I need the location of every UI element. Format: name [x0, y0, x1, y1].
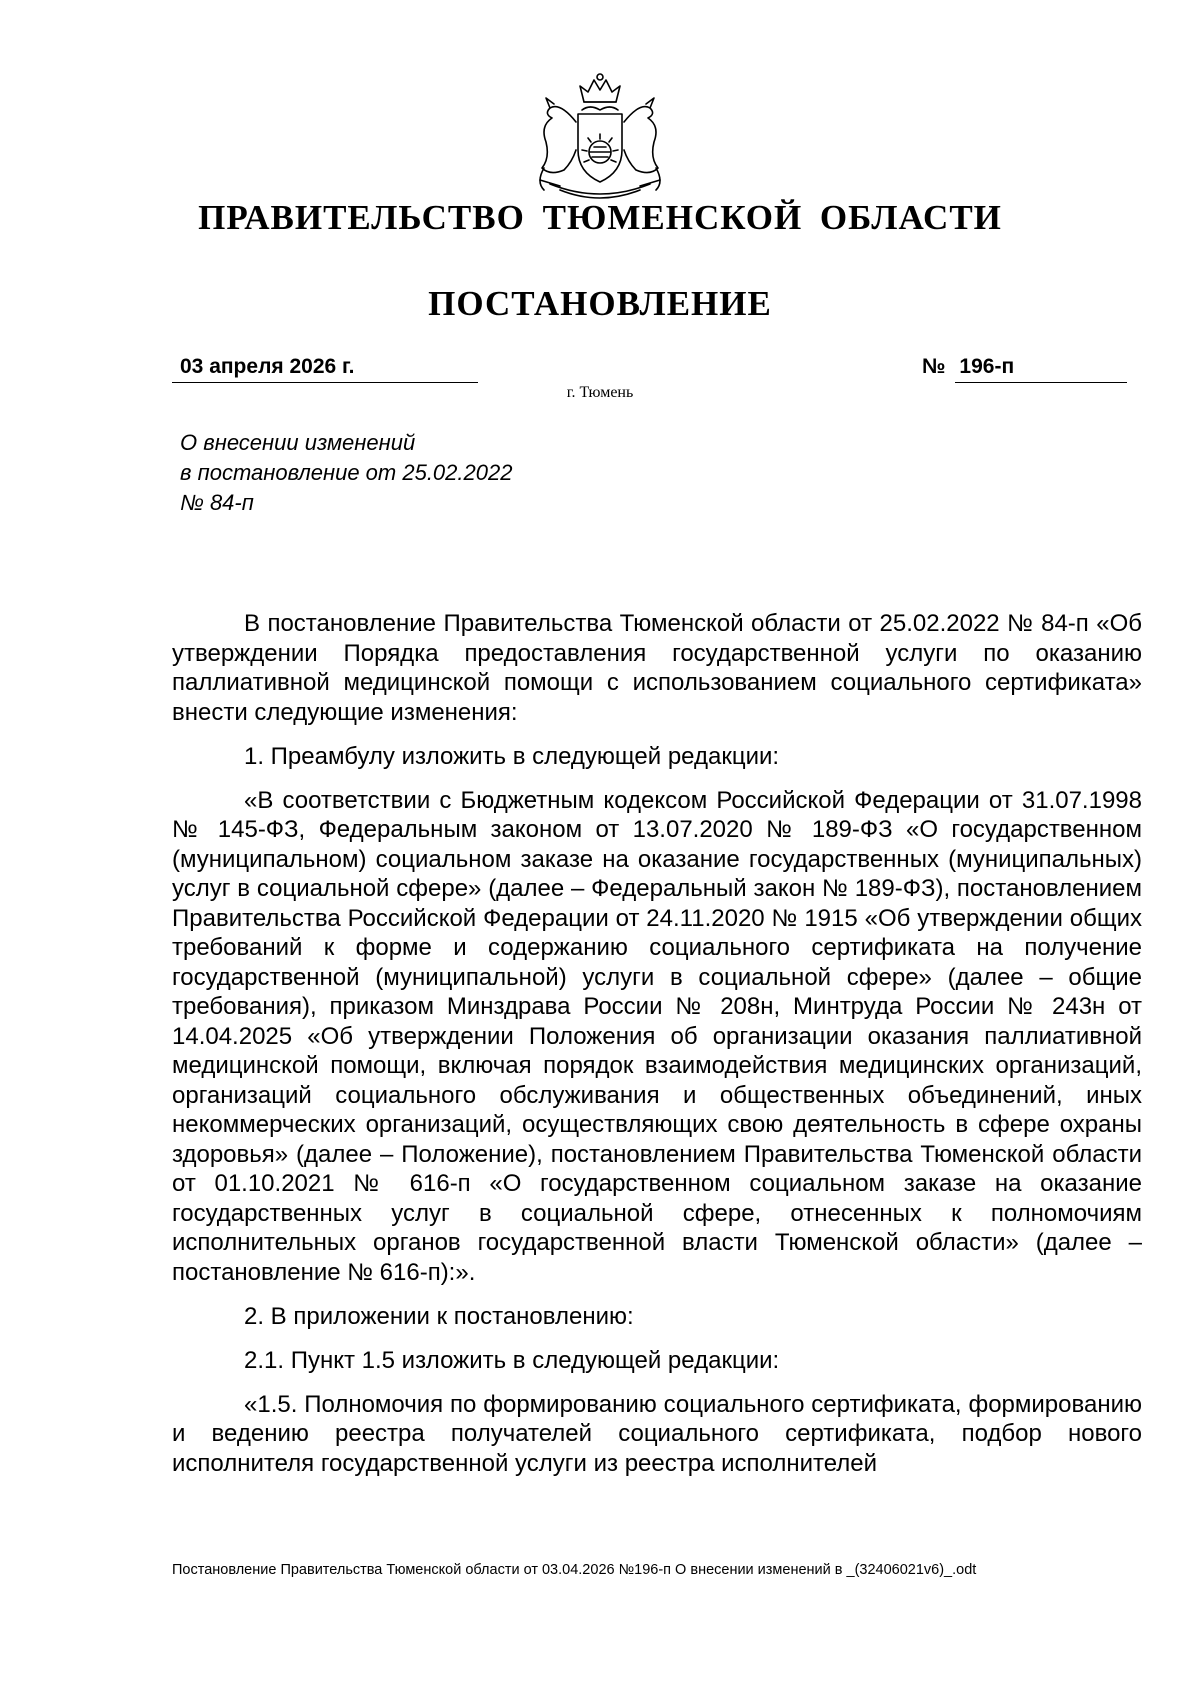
organization-title: ПРАВИТЕЛЬСТВО ТЮМЕНСКОЙ ОБЛАСТИ — [198, 198, 1002, 237]
subject-line: № 84-п — [180, 490, 254, 515]
body-paragraph: 1. Преамбулу изложить в следующей редакции: — [244, 742, 780, 770]
body-paragraph: 2. В приложении к постановлению: — [244, 1302, 634, 1330]
document-type-title: ПОСТАНОВЛЕНИЕ — [428, 284, 772, 323]
coat-of-arms-emblem — [520, 72, 680, 207]
body-paragraph: 2.1. Пункт 1.5 изложить в следующей редакции: — [244, 1346, 780, 1374]
page-footer: Постановление Правительства Тюменской области от 03.04.2026 №196-п О внесении изменений в _(32406021v6)_.odt — [172, 1562, 977, 1578]
body-paragraph: В постановление Правительства Тюменской области от 25.02.2022 № 84-п «Об утверждении Порядка предоставления государственной услуги по оказанию паллиативной медицинской помощи с использованием социального сертификата» внести следующие изменения: — [172, 610, 1142, 726]
document-number: 196-п — [955, 352, 1127, 383]
document-number-field — [922, 352, 1127, 383]
document-date: 03 апреля 2026 г. — [172, 352, 478, 383]
document-subject — [180, 428, 512, 518]
city-label: г. Тюмень — [566, 384, 634, 401]
subject-line: в постановление от 25.02.2022 — [180, 460, 513, 485]
document-body — [172, 609, 1142, 1493]
body-paragraph: «1.5. Полномочия по формированию социального сертификата, формированию и ведению реестра получателей социального сертификата, подбор нового исполнителя государственной услуги из реестра исполнителей — [172, 1390, 1142, 1477]
number-sign: № — [922, 355, 946, 378]
body-paragraph: «В соответствии с Бюджетным кодексом Российской Федерации от 31.07.1998 № 145-ФЗ, Федеральным законом от 13.07.2020 № 189-ФЗ «О государственном (муниципальном) социальном заказе на оказание государственных (муниципальных) услуг в социальной сфере» (далее – Федеральный закон № 189-ФЗ), постановлением Правительства Российской Федерации от 24.11.2020 № 1915 «Об утверждении общих требований к форме и содержанию социального сертификата на получение государственной (муниципальной) услуги в социальной сфере» (далее – общие требования), приказом Минздрава России № 208н, Минтруда России № 243н от 14.04.2025 «Об утверждении Положения об организации оказания паллиативной медицинской помощи, включая порядок взаимодействия медицинских организаций, организаций социального обслуживания и общественных объединений, иных некоммерческих организаций, осуществляющих свою деятельность в сфере охраны здоровья» (далее – Положение), постановлением Правительства Тюменской области от 01.10.2021 № 616-п «О государственном социальном заказе на оказание государственных услуг в социальной сфере, отнесенных к полномочиям исполнительных органов государственной власти Тюменской области» (далее – постановление № 616-п):». — [172, 786, 1142, 1286]
subject-line: О внесении изменений — [180, 430, 416, 455]
